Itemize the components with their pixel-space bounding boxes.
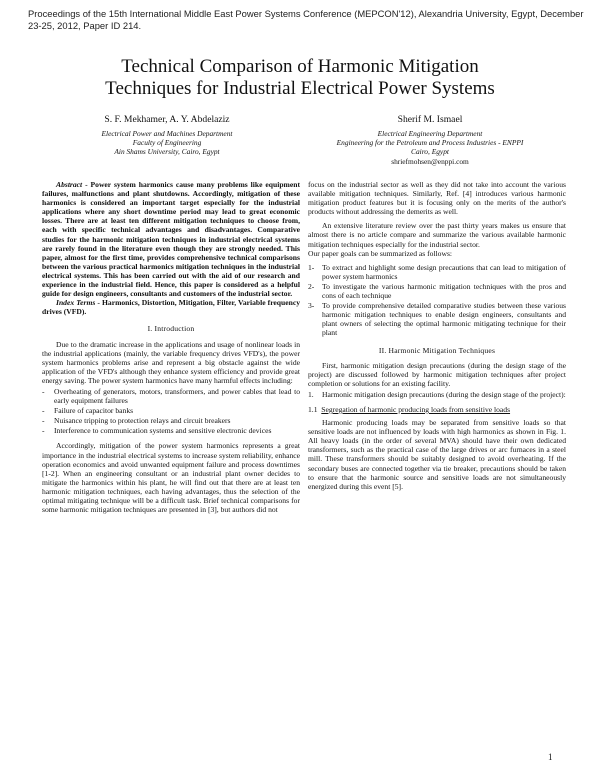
author-email[interactable]: shriefmohsen@enppi.com — [391, 156, 469, 166]
list-item: 1. Harmonic mitigation design precautions (during the design stage of the project): — [308, 389, 566, 399]
abstract-text: - Power system harmonics cause many problems like equipment failures, malfunctions and plant shutdowns. Accordingly, mitigation of these harmonics is considered an important target especially for the industrial applications where any short downtime period may lead to great economic losses. There are at least ten different mitigation techniques to choose from, each with specific technical advantages and disadvantages. Comparative studies for the harmonic mitigation techniques in industrial electrical systems are rarely found in the literature even though they are strongly needed. This paper, almost for the first time, provides comprehensive technical comparisons between the various practical harmonics mitigation techniques in the industrial electrical systems. This has been carried out with the aid of our research and experience in the industrial field. Hence, this paper is considered as a helpful guide for design engineers, consultants and customers of the industrial sector. — [42, 180, 300, 299]
affiliation-line: Faculty of Engineering — [132, 138, 202, 148]
section-heading-harmonic-mitigation: II. Harmonic Mitigation Techniques — [378, 345, 496, 355]
paragraph: Due to the dramatic increase in the applications and usage of nonlinear loads in the industrial applications (mainly, the variable frequency drives VFD's), the power system harmonics problems arise and represent a big obstacle against the wide application of the VFD's although they enhance system efficiency and provide great energy saving. The power system harmonics have many harmful effects including: — [42, 339, 300, 385]
index-terms — [42, 298, 300, 316]
paragraph: An extensive literature review over the past thirty years makes us ensure that almost there is no article compare and summarize the various available harmonic mitigation techniques especially for the industrial sector. — [308, 221, 566, 249]
conference-header: Proceedings of the 15th International Middle East Power Systems Conference (MEPCON'12), Alexandria University, Egypt, December 23-25, 2012, Paper ID 214. — [28, 8, 584, 31]
list-item: - Interference to communication systems and sensitive electronic devices — [42, 426, 272, 436]
goals-intro: Our paper goals can be summarized as follows: — [308, 248, 453, 258]
list-item-text: Harmonic mitigation design precautions (during the design stage of the project): — [322, 389, 566, 399]
list-item: - Overheating of generators, motors, transformers, and power cables that lead to early equipment failures — [42, 386, 300, 406]
list-item: - Failure of capacitor banks — [42, 406, 134, 416]
effects-list — [42, 387, 300, 435]
author-name: Sherif M. Ismael — [397, 114, 463, 125]
list-item-text: To provide comprehensive detailed comparative studies between these various harmonic mitigation techniques to enable design engineers, consultants and plant owners of selecting the optimal harmonic mitigating technique for their plant — [322, 301, 566, 338]
subsection-item — [308, 390, 566, 399]
affiliation-line: Electrical Power and Machines Department — [101, 129, 233, 138]
index-terms-label: Index Terms — [56, 298, 96, 308]
list-item: - Nuisance tripping to protection relays and circuit breakers — [42, 416, 231, 426]
affiliation-line: Cairo, Egypt — [411, 147, 449, 157]
list-item-text: Nuisance tripping to protection relays and circuit breakers — [54, 416, 231, 426]
section-heading-introduction: I. Introduction — [147, 324, 195, 334]
list-item: 2- To investigate the various harmonic mitigation techniques with the pros and cons of each technique — [308, 281, 566, 301]
list-item-text: Overheating of generators, motors, transformers, and power cables that lead to early equipment failures — [54, 386, 300, 406]
left-column — [42, 180, 300, 514]
affiliation-line: Ain Shams University, Cairo, Egypt — [114, 147, 220, 157]
author-block-1 — [52, 114, 282, 157]
list-item-text: Interference to communication systems and sensitive electronic devices — [54, 426, 272, 436]
page-number: 1 — [548, 752, 553, 762]
abstract — [42, 180, 300, 298]
paragraph: Accordingly, mitigation of the power system harmonics represents a great importance in the industrial electrical systems to increase system reliability, enhance operation economics and avoid unwanted equipment failure and process downtimes [1-2]. When an engineering consultant or an industrial plant owner decides to mitigate the harmonics within his plant, he will find out that there are at least ten harmonic mitigation techniques, each having advantages, thus the selection of the optimal mitigating technique will be a difficult task. Brief technical comparisons for some harmonic mitigation techniques are presented in [3], but authors did not — [42, 441, 300, 515]
subsection-title: Segregation of harmonic producing loads from sensitive loads — [321, 404, 511, 414]
right-column — [308, 180, 566, 491]
paragraph: focus on the industrial sector as well as they did not take into account the various available mitigation techniques. Similarly, Ref. [4] introduces various harmonic mitigation product features but it is focusing only on the merits of the author's products without addressing the demerits as well. — [308, 180, 566, 217]
title-line-2: Techniques for Industrial Electrical Power Systems — [105, 78, 495, 99]
abstract-label: Abstract — [56, 180, 83, 189]
goals-list — [308, 263, 566, 338]
paragraph: First, harmonic mitigation design precautions (during the design stage of the project) are discussed followed by harmonic mitigation techniques after project completion or solutions for an existing facility. — [308, 360, 566, 388]
list-item-text: To investigate the various harmonic mitigation techniques with the pros and cons of each technique — [322, 281, 566, 301]
index-terms-text: - Harmonics, Distortion, Mitigation, Filter, Variable frequency drives (VFD). — [42, 298, 301, 317]
affiliation-line: Electrical Engineering Department — [377, 129, 483, 138]
subsection-heading: 1.1 Segregation of harmonic producing loads from sensitive loads — [308, 404, 511, 414]
list-item: 1- To extract and highlight some design precautions that can lead to mitigation of power system harmonics — [308, 262, 566, 281]
list-item-text: Failure of capacitor banks — [54, 406, 134, 416]
paper-title — [40, 56, 560, 100]
affiliation-line: Engineering for the Petroleum and Process Industries - ENPPI — [336, 138, 524, 148]
author-block-2 — [300, 114, 560, 166]
title-line-1: Technical Comparison of Harmonic Mitigation — [121, 56, 479, 77]
list-item: 3- To provide comprehensive detailed comparative studies between these various harmonic mitigation techniques to enable design engineers, consultants and plant owners of selecting the optimal harmonic mitigating technique for their plant — [308, 301, 566, 338]
list-item-text: To extract and highlight some design precautions that can lead to mitigation of power system harmonics — [322, 262, 566, 281]
author-name: S. F. Mekhamer, A. Y. Abdelaziz — [104, 114, 230, 125]
paragraph: Harmonic producing loads may be separated from sensitive loads so that sensitive loads are not influenced by loads with high harmonics as shown in Fig. 1. All heavy loads (in the order of several MVA) should have their own dedicated transformers, such as the practical case of the large drives or arc furnaces in a steel mill. These transformers should be suitably designed to avoid overheating. If the secondary buses are connected together via tie breaker, precautions should be taken to ensure that the harmonic source and sensitive loads are not simultaneously energized during this event [5]. — [308, 418, 566, 491]
